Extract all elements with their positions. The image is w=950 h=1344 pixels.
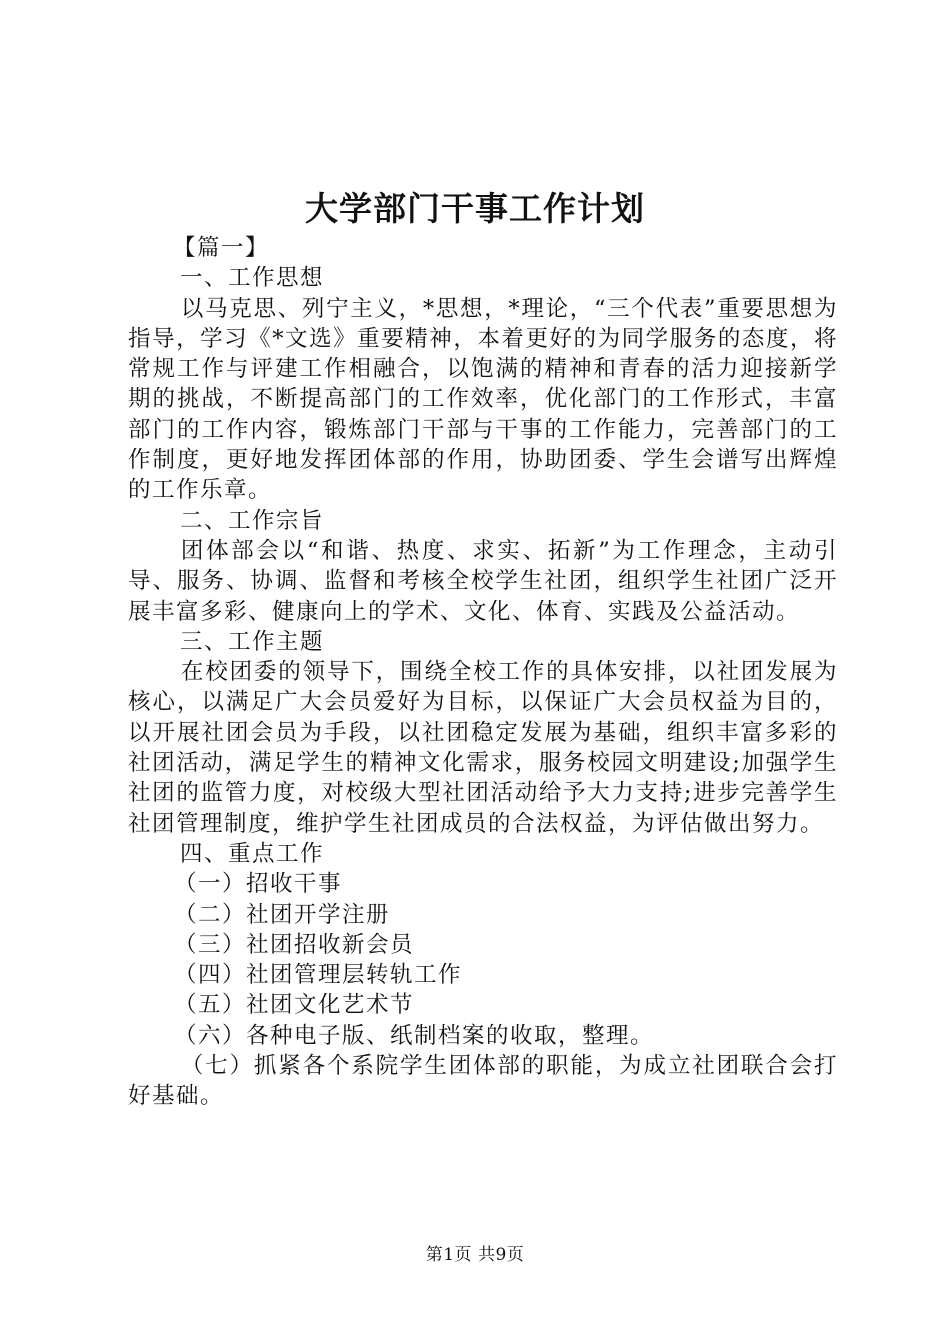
part-label: 【篇一】 [173,235,270,261]
section-heading-4: 四、重点工作 [180,840,325,867]
document-body [128,233,838,1112]
list-item-last: （七）抓紧各个系院学生团体部的职能，为成立社团联合会打好基础。 [128,1053,838,1110]
list-item: （二）社团开学注册 [174,901,391,928]
section-heading-1: 一、工作思想 [180,265,325,292]
section-paragraph-3: 在校团委的领导下，围绕全校工作的具体安排，以社团发展为核心，以满足广大会员爱好为目标，以保证广大会员权益为目的，以开展社团会员为手段，以社团稳定发展为基础，组织丰富多彩的社团活动，满足学生的精神文化需求，服务校园文明建设;加强学生社团的监管力度，对校级大型社团活动给予大力支持;进步完善学生社团管理制度，维护学生社团成员的合法权益，为评估做出努力。 [128,659,838,837]
page-footer: 第1页 共9页 [425,1245,525,1265]
list-item: （四）社团管理层转轨工作 [174,962,463,989]
list-item: （六）各种电子版、纸制档案的收取，整理。 [174,1022,655,1049]
section-heading-3: 三、工作主题 [180,628,325,655]
document-title: 大学部门干事工作计划 [305,189,645,228]
section-paragraph-1: 以马克思、列宁主义，*思想，*理论，“三个代表”重要思想为指导，学习《*文选》重要精神，本着更好的为同学服务的态度，将常规工作与评建工作相融合，以饱满的精神和青春的活力迎接新学期的挑战，不断提高部门的工作效率，优化部门的工作形式，丰富部门的工作内容，锻炼部门干部与干事的工作能力，完善部门的工作制度，更好地发挥团体部的作用，协助团委、学生会谱写出辉煌的工作乐章。 [128,295,838,504]
section-paragraph-2: 团体部会以“和谐、热度、求实、拓新”为工作理念，主动引导、服务、协调、监督和考核全校学生社团，组织学生社团广泛开展丰富多彩、健康向上的学术、文化、体育、实践及公益活动。 [128,537,838,625]
list-item: （三）社团招收新会员 [174,931,415,958]
section-heading-2: 二、工作宗旨 [180,507,325,534]
list-item: （五）社团文化艺术节 [174,992,415,1019]
list-item: （一）招收干事 [174,871,343,898]
